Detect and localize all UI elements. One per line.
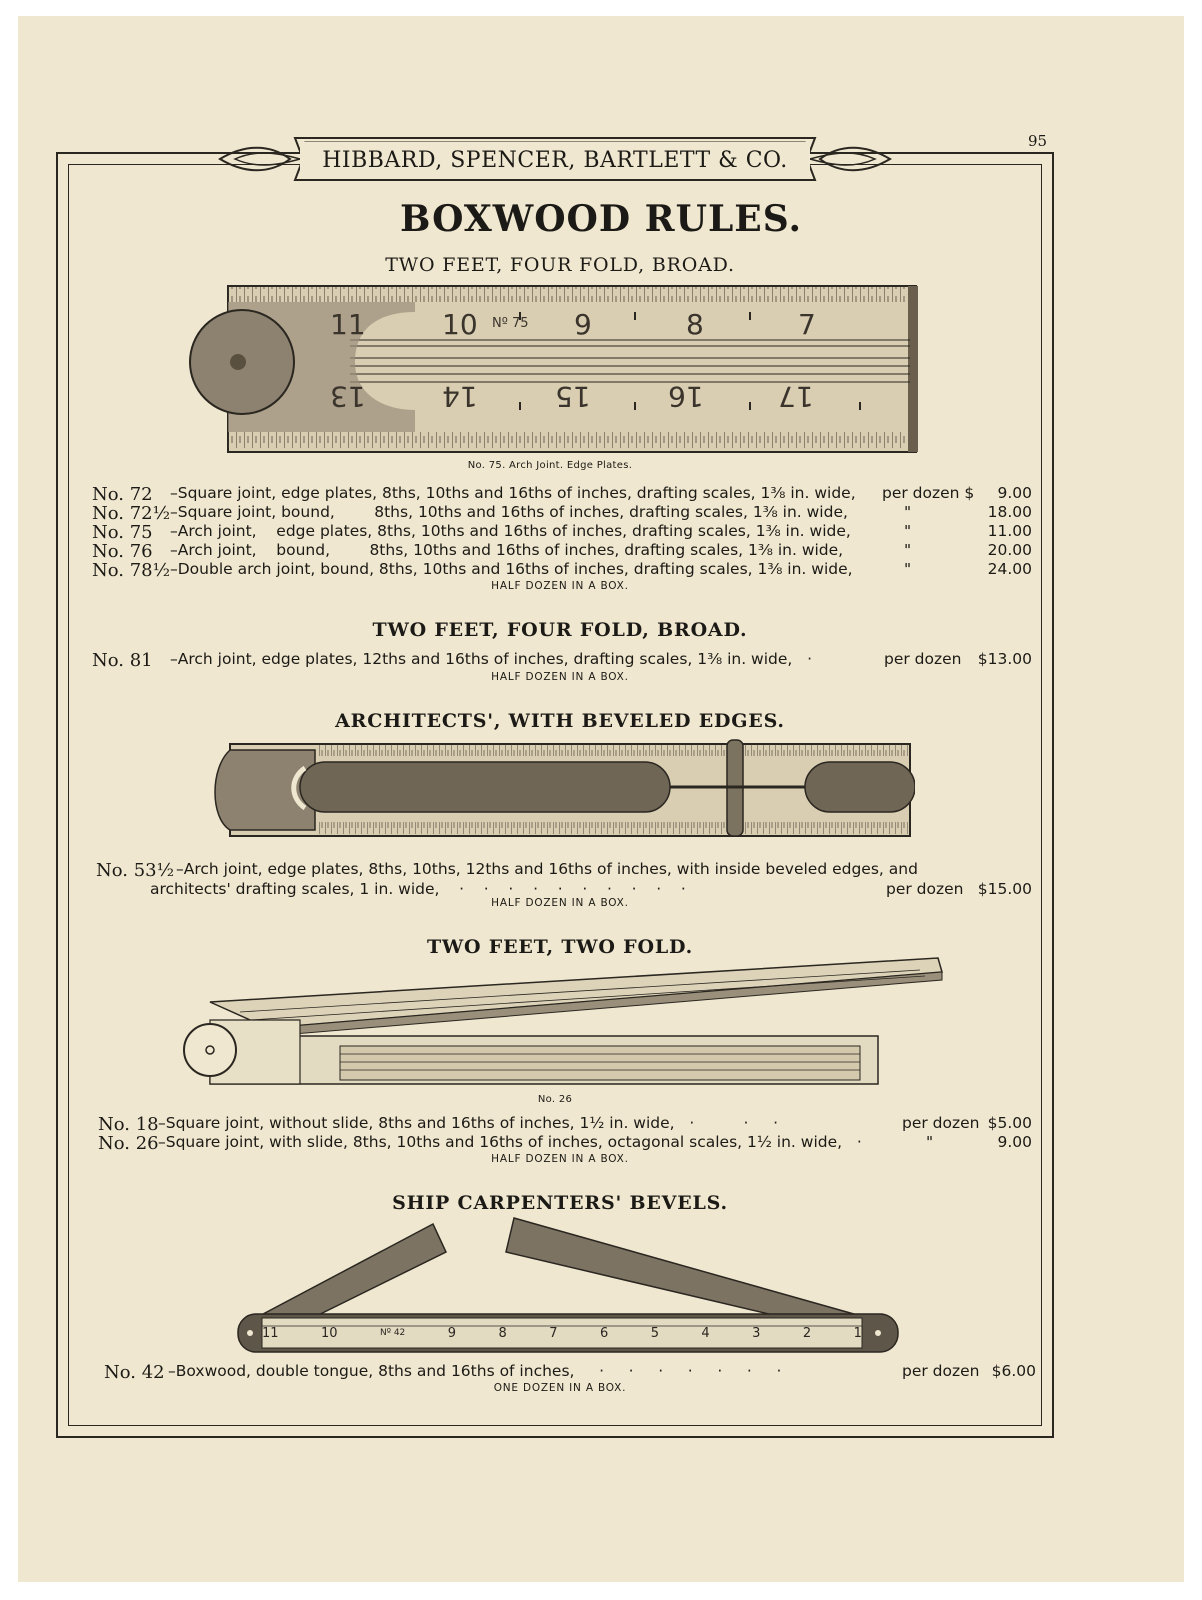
item-number: No. 42 [104,1362,165,1383]
price-row [92,522,1032,542]
box-note: ONE DOZEN IN A BOX. [493,1382,627,1394]
item-price: $13.00 [977,650,1032,668]
section-heading-two-fold: TWO FEET, TWO FOLD. [426,936,694,958]
price-unit: " [904,541,912,559]
company-banner: HIBBARD, SPENCER, BARTLETT & CO. [300,142,810,178]
item-description: architects' drafting scales, 1 in. wide, · · · · · · · · · · [150,880,686,898]
bevel-scale-number: 10 [321,1325,338,1341]
section-heading-bevels: SHIP CARPENTERS' BEVELS. [392,1192,728,1214]
section-heading-four-fold-2: TWO FEET, FOUR FOLD, BROAD. [372,619,748,641]
price-row [98,1133,1038,1153]
item-description: –Arch joint, edge plates, 8ths, 10ths and 16ths of inches, drafting scales, 1⅜ in. wide, [170,522,851,540]
box-note: HALF DOZEN IN A BOX. [491,1153,629,1165]
ruler-illustration-two-fold [180,950,945,1095]
price-row [92,560,1032,580]
item-price: $6.00 [991,1362,1036,1380]
section-heading-architects: ARCHITECTS', WITH BEVELED EDGES. [335,710,785,732]
price-unit: " [904,522,912,540]
bevel-scale-number: 4 [701,1325,710,1341]
ruler-top-number: 7 [798,308,816,341]
item-number: No. 76 [92,541,153,562]
item-number: No. 81 [92,650,153,671]
item-description: –Square joint, edge plates, 8ths, 10ths and 16ths of inches, drafting scales, 1⅜ in. wide, [170,484,856,502]
ruler-bottom-number: 17 [778,380,814,413]
item-number: No. 72 [92,484,153,505]
item-description: –Arch joint, edge plates, 8ths, 10ths, 12ths and 16ths of inches, with inside beveled edges, and [176,860,918,878]
item-price: 20.00 [987,541,1032,559]
price-row [92,503,1032,523]
ruler-top-number: 9 [574,308,592,341]
item-number: No. 75 [92,522,153,543]
item-description: –Square joint, without slide, 8ths and 16ths of inches, 1½ in. wide, · · · [158,1114,779,1132]
page-title: BOXWOOD RULES. [400,198,802,240]
ruler-top-number: 10 [442,308,478,341]
bevel-scale-numbers [262,1318,862,1348]
item-price: 11.00 [987,522,1032,540]
price-row [98,1114,1038,1134]
box-note: HALF DOZEN IN A BOX. [491,671,629,683]
ruler-top-number: 8 [686,308,704,341]
item-price: 9.00 [997,1133,1032,1151]
section-heading-four-fold: TWO FEET, FOUR FOLD, BROAD. [385,254,735,276]
bevel-scale-number: 7 [549,1325,558,1341]
price-unit: per dozen [902,1114,980,1132]
bevel-scale-number: 9 [447,1325,457,1341]
ruler-bottom-number: 13 [330,380,366,413]
item-price: $5.00 [987,1114,1032,1132]
bevel-scale-number: 3 [752,1325,761,1341]
item-description: –Square joint, bound, 8ths, 10ths and 16ths of inches, drafting scales, 1⅜ in. wide, [170,503,848,521]
ruler-top-number: 11 [330,308,366,341]
price-unit: per dozen [886,880,964,898]
ruler-illustration-architects [205,738,915,843]
price-row [104,1362,1044,1382]
price-row [92,541,1032,561]
item-number: No. 72½ [92,503,171,524]
ruler-bottom-number: 16 [668,380,704,413]
item-price: $15.00 [977,880,1032,898]
bevel-scale-number: 1 [853,1325,862,1341]
item-price: 18.00 [987,503,1032,521]
item-price: 9.00 [997,484,1032,502]
box-note: HALF DOZEN IN A BOX. [491,897,629,909]
bevel-scale-number: 2 [802,1325,812,1341]
ruler-model-mark: Nº 42 [380,1328,406,1338]
price-unit: " [904,560,912,578]
item-number: No. 78½ [92,560,171,581]
bevel-scale-number: 5 [650,1325,659,1341]
bevel-scale-number: 6 [599,1325,609,1341]
item-number: No. 53½ [96,860,175,881]
item-number: No. 26 [98,1133,159,1154]
ruler-model-mark: Nº 75 [492,316,529,331]
item-price: 24.00 [987,560,1032,578]
price-row [92,650,1032,670]
bevel-scale-number: 8 [498,1325,507,1341]
price-unit: per dozen $ [882,484,975,502]
item-description: –Square joint, with slide, 8ths, 10ths and 16ths of inches, octagonal scales, 1½ in. wide, · [158,1133,862,1151]
page-number: 95 [1028,132,1048,150]
item-description: –Arch joint, edge plates, 12ths and 16ths of inches, drafting scales, 1⅜ in. wide, · [170,650,813,668]
price-row [92,860,1032,880]
price-unit: " [904,503,912,521]
price-row [92,484,1032,504]
price-unit: per dozen [884,650,962,668]
illustration-caption: No. 75. Arch Joint. Edge Plates. [467,460,633,471]
price-unit: per dozen [902,1362,980,1380]
item-description: –Boxwood, double tongue, 8ths and 16ths of inches, · · · · · · · [168,1362,782,1380]
item-description: –Arch joint, bound, 8ths, 10ths and 16ths of inches, drafting scales, 1⅜ in. wide, [170,541,844,559]
ruler-bottom-number: 15 [555,380,591,413]
item-number: No. 18 [98,1114,159,1135]
illustration-caption: No. 26 [537,1094,573,1105]
bevel-scale-number: 11 [262,1325,279,1341]
ruler-bottom-number: 14 [442,380,478,413]
price-unit: " [926,1133,934,1151]
box-note: HALF DOZEN IN A BOX. [491,580,629,592]
item-description: –Double arch joint, bound, 8ths, 10ths and 16ths of inches, drafting scales, 1⅜ in. wide, [170,560,853,578]
